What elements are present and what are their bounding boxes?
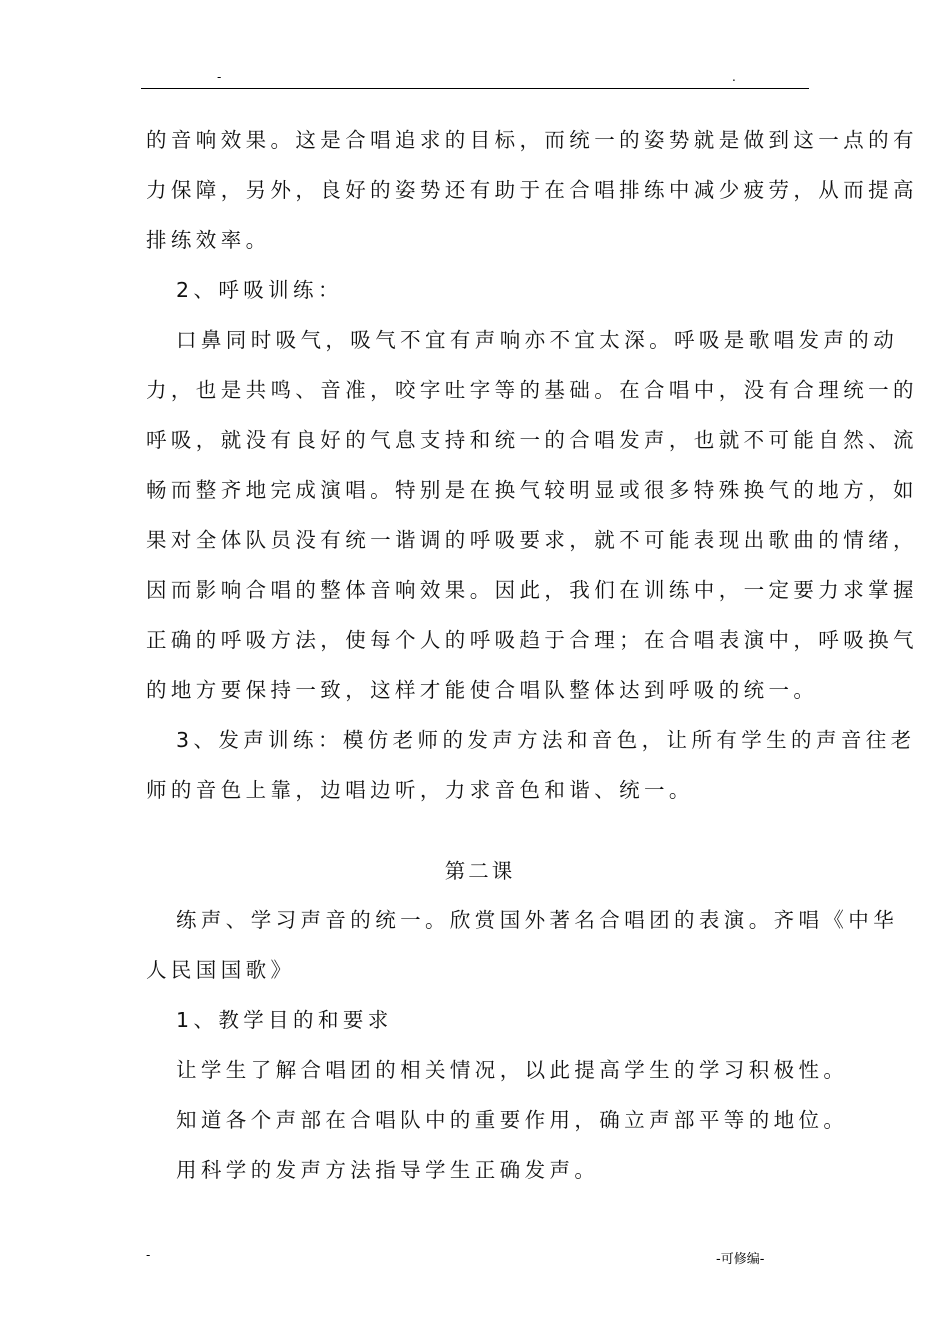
text-line: 力，也是共鸣、音准，咬字吐字等的基础。在合唱中，没有合理统一的 [146,378,918,402]
lesson-title: 第二课 [444,859,516,883]
text-line: 口鼻同时吸气，吸气不宜有声响亦不宜太深。呼吸是歌唱发声的动 [176,328,899,352]
text-line: 正确的呼吸方法，使每个人的呼吸趋于合理；在合唱表演中，呼吸换气 [146,628,918,652]
header-rule [141,88,809,89]
text-line: 因而影响合唱的整体音响效果。因此，我们在训练中，一定要力求掌握 [146,578,918,602]
objective-item: 用科学的发声方法指导学生正确发声。 [176,1158,600,1182]
text-line: 果对全体队员没有统一谐调的呼吸要求，就不可能表现出歌曲的情绪， [146,528,918,552]
document-body [146,115,918,1195]
spacer [146,815,806,847]
text-line: 力保障，另外，良好的姿势还有助于在合唱排练中减少疲劳，从而提高 [146,178,918,202]
footer-editable-label: -可修编- [716,1252,765,1267]
text-line: 的地方要保持一致，这样才能使合唱队整体达到呼吸的统一。 [146,678,819,702]
text-line: 排练效率。 [146,228,271,252]
header-right-mark: . [732,70,736,84]
section-heading-breathing: 2、呼吸训练： [176,278,343,302]
text-line: 呼吸，就没有良好的气息支持和统一的合唱发声，也就不可能自然、流 [146,428,918,452]
text-line: 畅而整齐地完成演唱。特别是在换气较明显或很多特殊换气的地方，如 [146,478,918,502]
text-line: 师的音色上靠，边唱边听，力求音色和谐、统一。 [146,778,694,802]
text-line: 练声、学习声音的统一。欣赏国外著名合唱团的表演。齐唱《中华 [176,908,899,932]
objective-item: 知道各个声部在合唱队中的重要作用，确立声部平等的地位。 [176,1108,849,1132]
section-heading-objectives: 1、教学目的和要求 [176,1008,393,1032]
text-line: 人民国国歌》 [146,958,296,982]
header-left-mark: - [217,70,222,84]
text-line: 的音响效果。这是合唱追求的目标，而统一的姿势就是做到这一点的有 [146,128,918,152]
objective-item: 让学生了解合唱团的相关情况，以此提高学生的学习积极性。 [176,1058,849,1082]
text-line: 3、发声训练：模仿老师的发声方法和音色，让所有学生的声音往老 [176,728,916,752]
footer-left-mark: - [146,1248,151,1262]
